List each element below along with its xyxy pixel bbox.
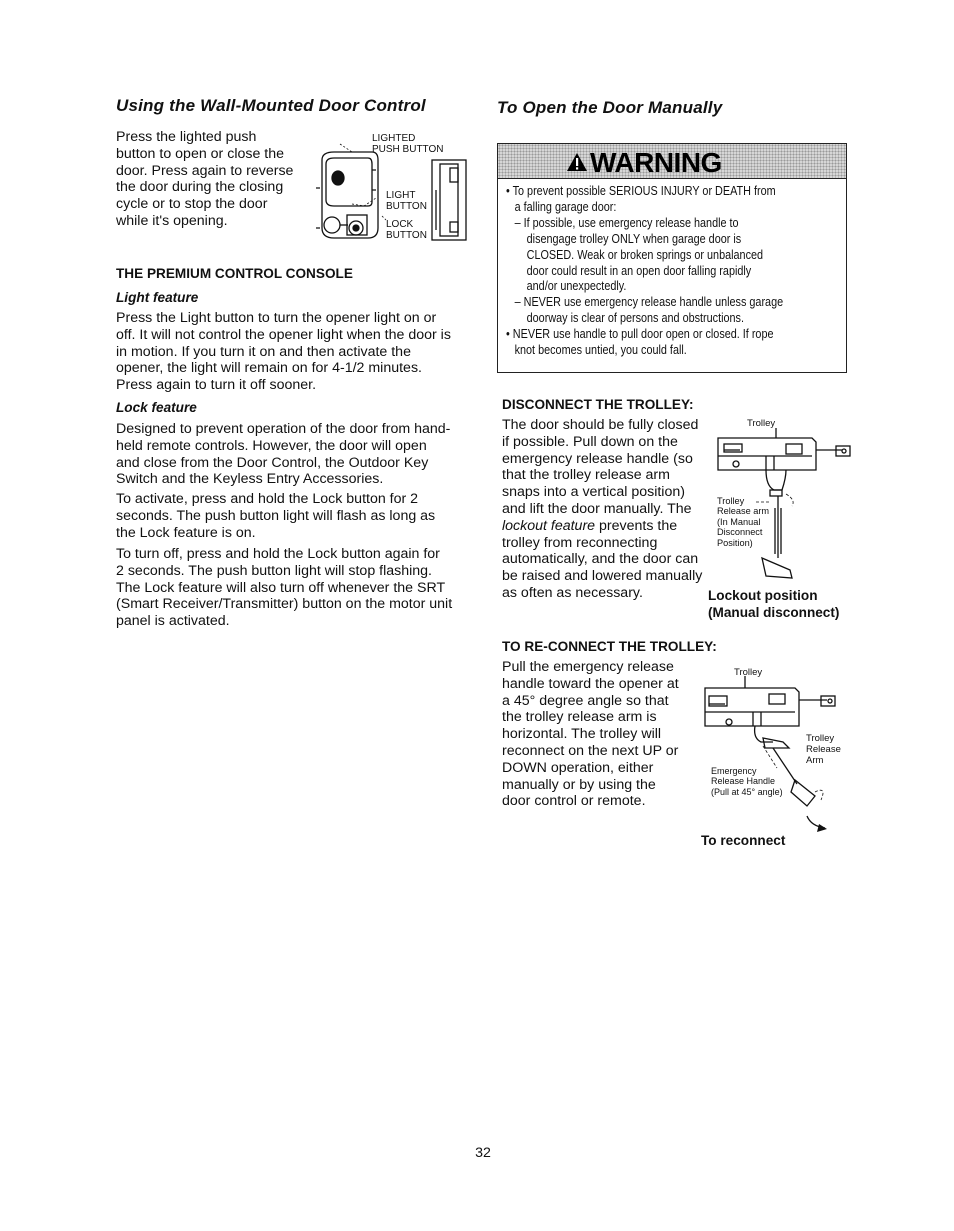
page-number: 32 [475,1145,491,1161]
text-line: Press the lighted push [116,129,257,145]
warning-title: WARNING [590,147,722,178]
warning-line: disengage trolley ONLY when garage door is [526,231,742,246]
text-line: panel is activated. [116,613,230,630]
text-line: opener, the light will remain on for 4-1/2 minutes. [116,360,422,377]
text-line: cycle or to stop the door [116,196,268,213]
fig2-release-handle-label [711,766,783,797]
label-line: BUTTON [386,230,427,241]
label-line: LIGHTED [372,133,416,144]
light-feature-heading: Light feature [116,290,199,305]
label-line: Trolley [717,496,745,506]
text-line: in motion. If you turn it on and then activate the [116,343,411,360]
open-manually-heading: To Open the Door Manually [497,98,723,117]
warning-line: • To prevent possible SERIOUS INJURY or DEATH from [506,184,776,198]
text-line: that the trolley release arm [502,467,670,484]
lockout-feature-term: lockout feature [502,517,596,534]
text-line: Switch and the Keyless Entry Accessories. [116,471,384,488]
console-heading: THE PREMIUM CONTROL CONSOLE [116,266,353,281]
warning-line: – NEVER use emergency release handle unless garage [514,295,784,310]
text-line: To activate, press and hold the Lock button for 2 [116,491,419,507]
warning-line: • NEVER use handle to pull door open or closed. If rope [506,327,774,342]
label-line: Position) [717,537,753,548]
warning-text [506,184,843,359]
label-line: Arm [806,755,824,766]
text-line: automatically, and the door can [502,551,699,568]
text-line: The Lock feature will also turn off whenever the SRT [116,579,446,596]
text-line: be raised and lowered manually [502,568,703,585]
text-line: Designed to prevent operation of the door from hand- [116,421,451,437]
warning-line: door could result in an open door falling rapidly [526,263,752,278]
text-line: and close from the Door Control, the Outdoor Key [116,454,429,471]
disconnect-heading: DISCONNECT THE TROLLEY: [502,397,694,412]
text-line [502,518,717,535]
text-fragment: prevents the [595,517,678,534]
warning-line: – If possible, use emergency release handle to [514,215,739,230]
text-line: while it's opening. [116,212,228,229]
text-line: trolley from reconnecting [502,534,658,551]
lock-feature-para-1 [116,421,476,488]
text-line: as often as necessary. [502,584,643,601]
text-line: horizontal. The trolley will [502,726,662,743]
text-line: seconds. The push button light will flash as long as [116,507,436,524]
warning-line: and/or unexpectedly. [526,279,627,294]
lock-feature-heading: Lock feature [116,400,197,415]
text-line: (Smart Receiver/Transmitter) button on the motor unit [116,596,453,613]
reconnect-text [502,659,702,810]
fig1-release-arm-label [717,496,769,548]
label-line: Release arm [717,506,770,517]
text-line: The door should be fully closed [502,417,699,433]
text-line: the Lock feature is on. [116,524,256,541]
text-line: snaps into a vertical position) [502,484,685,501]
disconnect-text [502,417,717,602]
label-line: BUTTON [386,201,427,212]
wall-control-text [116,129,316,230]
label-line: PUSH BUTTON [372,144,444,155]
text-line: handle toward the opener at [502,675,679,692]
text-line: 2 seconds. The push button light will stop flashing. [116,562,432,579]
fig1-trolley-label: Trolley [747,418,776,429]
text-line: manually or by using the [502,776,656,793]
warning-box [497,143,847,373]
text-line: and lift the door manually. The [502,500,692,517]
label-line: (In Manual [717,516,761,527]
text-line: Press the Light button to turn the opener light on or [116,310,437,326]
light-feature-text [116,310,476,394]
warning-line: a falling garage door: [514,199,617,214]
text-line: DOWN operation, either [502,759,654,776]
text-line: emergency release handle (so [502,450,693,467]
fig2-caption: To reconnect [701,833,786,848]
label-line: Disconnect [717,527,763,538]
lock-feature-para-3 [116,546,476,630]
warning-banner [498,144,846,179]
text-line: the door during the closing [116,179,284,196]
wall-control-heading: Using the Wall-Mounted Door Control [116,96,426,115]
warning-triangle-icon [566,152,588,172]
text-line: off. It will not control the opener light when the door is [116,326,451,343]
text-line: To turn off, press and hold the Lock button again for [116,546,440,562]
label-line: Emergency [711,766,757,776]
text-line: reconnect on the next UP or [502,742,679,759]
label-line: Trolley [806,733,835,744]
label-line: LIGHT [386,190,416,201]
warning-line: CLOSED. Weak or broken springs or unbalanced [526,247,764,262]
lock-feature-para-2 [116,491,476,541]
text-line: door. Press again to reverse [116,162,294,179]
fig2-release-arm-label [806,733,841,766]
fig1-caption-line-2: (Manual disconnect) [708,605,840,620]
text-line: button to open or close the [116,145,285,162]
label-line: (Pull at 45° angle) [711,786,783,797]
lock-button-label [386,219,427,241]
label-line: Release [806,744,841,755]
text-line: door control or remote. [502,793,646,810]
light-button-label [386,190,427,212]
text-line: Press again to turn it off sooner. [116,377,317,394]
fig1-caption-line-1: Lockout position [708,588,818,603]
label-line: LOCK [386,219,414,230]
text-line: a 45° degree angle so that [502,692,669,709]
warning-line: doorway is clear of persons and obstructions. [526,311,744,326]
warning-line: knot becomes untied, you could fall. [514,343,687,358]
text-line: the trolley release arm is [502,709,657,726]
reconnect-heading: TO RE-CONNECT THE TROLLEY: [502,639,717,654]
text-line: held remote controls. However, the door will open [116,437,427,454]
text-line: Pull the emergency release [502,659,674,675]
lighted-push-button-label [372,133,444,155]
fig2-trolley-label: Trolley [734,667,763,678]
label-line: Release Handle [711,776,776,787]
text-line: if possible. Pull down on the [502,433,678,450]
